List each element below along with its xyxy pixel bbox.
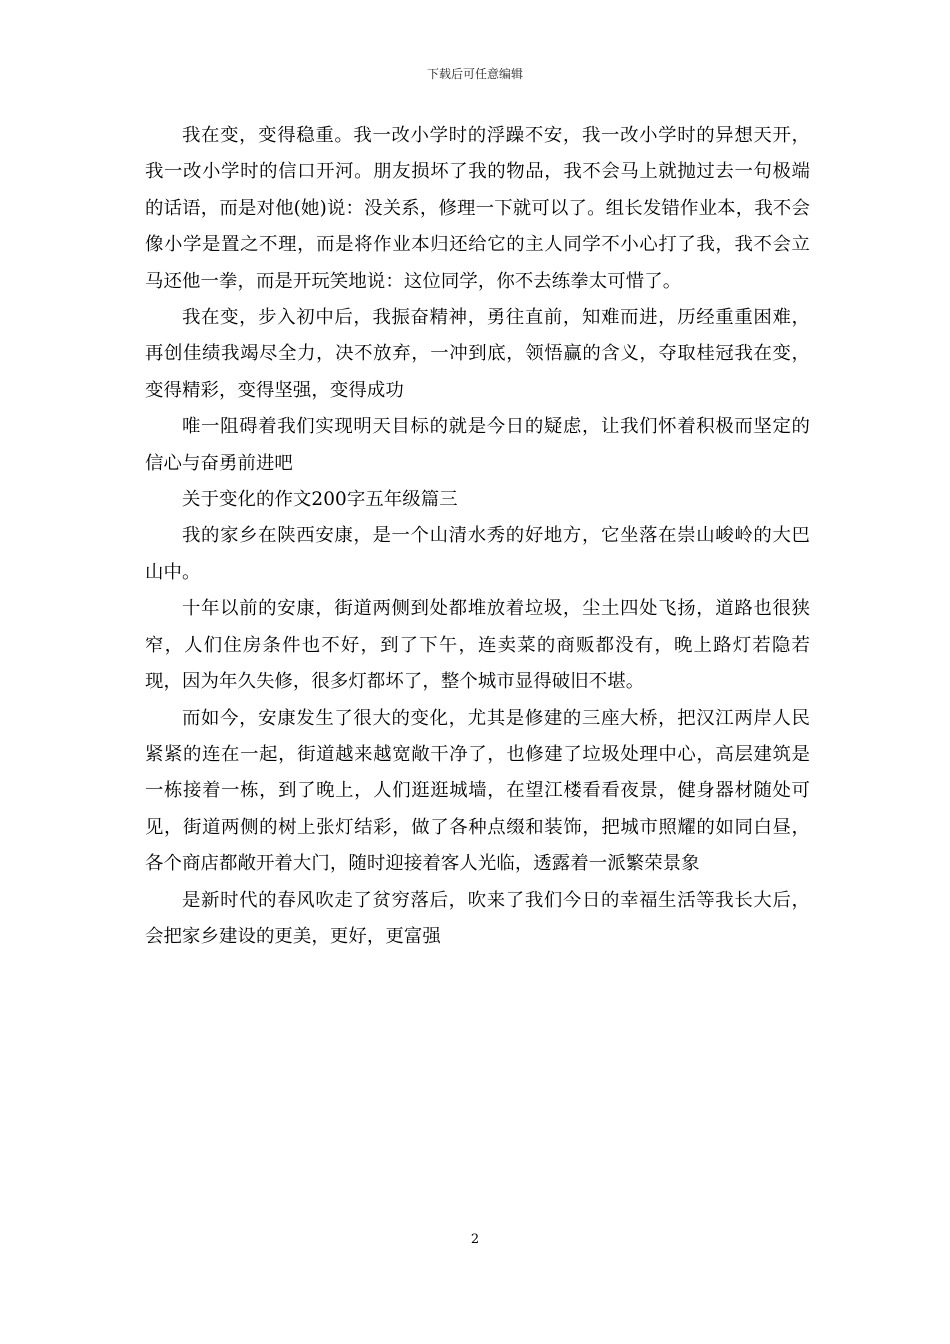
paragraph-2: 我在变，步入初中后，我振奋精神，勇往直前，知难而进，历经重重困难，再创佳绩我竭尽全力，决不放弃，一冲到底，领悟赢的含义，夺取桂冠我在变，变得精彩，变得坚强，变得成功 [145,307,810,401]
paragraph-7: 是新时代的春风吹走了贫穷落后，吹来了我们今日的幸福生活等我长大后，会把家乡建设的更美，更好，更富强 [145,889,810,947]
paragraph-1: 我在变，变得稳重。我一改小学时的浮躁不安，我一改小学时的异想天开，我一改小学时的信口开河。朋友损坏了我的物品，我不会马上就抛过去一句极端的话语，而是对他(她)说：没关系，修理一下就可以了。组长发错作业本，我不会像小学是置之不理，而是将作业本归还给它的主人同学不小心打了我，我不会立马还他一拳，而是开玩笑地说：这位同学，你不去练拳太可惜了。 [145,125,810,292]
document-body [145,118,810,955]
paragraph-4: 我的家乡在陕西安康，是一个山清水秀的好地方，它坐落在崇山峻岭的大巴山中。 [145,525,810,583]
section-heading: 关于变化的作文200字五年级篇三 [182,489,458,511]
page-number: 2 [470,1232,480,1247]
paragraph-6: 而如今，安康发生了很大的变化，尤其是修建的三座大桥，把汉江两岸人民紧紧的连在一起，街道越来越宽敞干净了，也修建了垃圾处理中心，高层建筑是一栋接着一栋，到了晚上，人们逛逛城墙，在望江楼看看夜景，健身器材随处可见，街道两侧的树上张灯结彩，做了各种点缀和装饰，把城市照耀的如同白昼，各个商店都敞开着大门，随时迎接着客人光临，透露着一派繁荣景象 [145,707,810,875]
paragraph-5: 十年以前的安康，街道两侧到处都堆放着垃圾，尘土四处飞扬，道路也很狭窄，人们住房条件也不好，到了下午，连卖菜的商贩都没有，晚上路灯若隐若现，因为年久失修，很多灯都坏了，整个城市显得破旧不堪。 [145,598,810,693]
page-header: 下载后可任意编辑 [426,67,523,81]
paragraph-3: 唯一阻碍着我们实现明天目标的就是今日的疑虑，让我们怀着积极而坚定的信心与奋勇前进吧 [145,416,810,474]
